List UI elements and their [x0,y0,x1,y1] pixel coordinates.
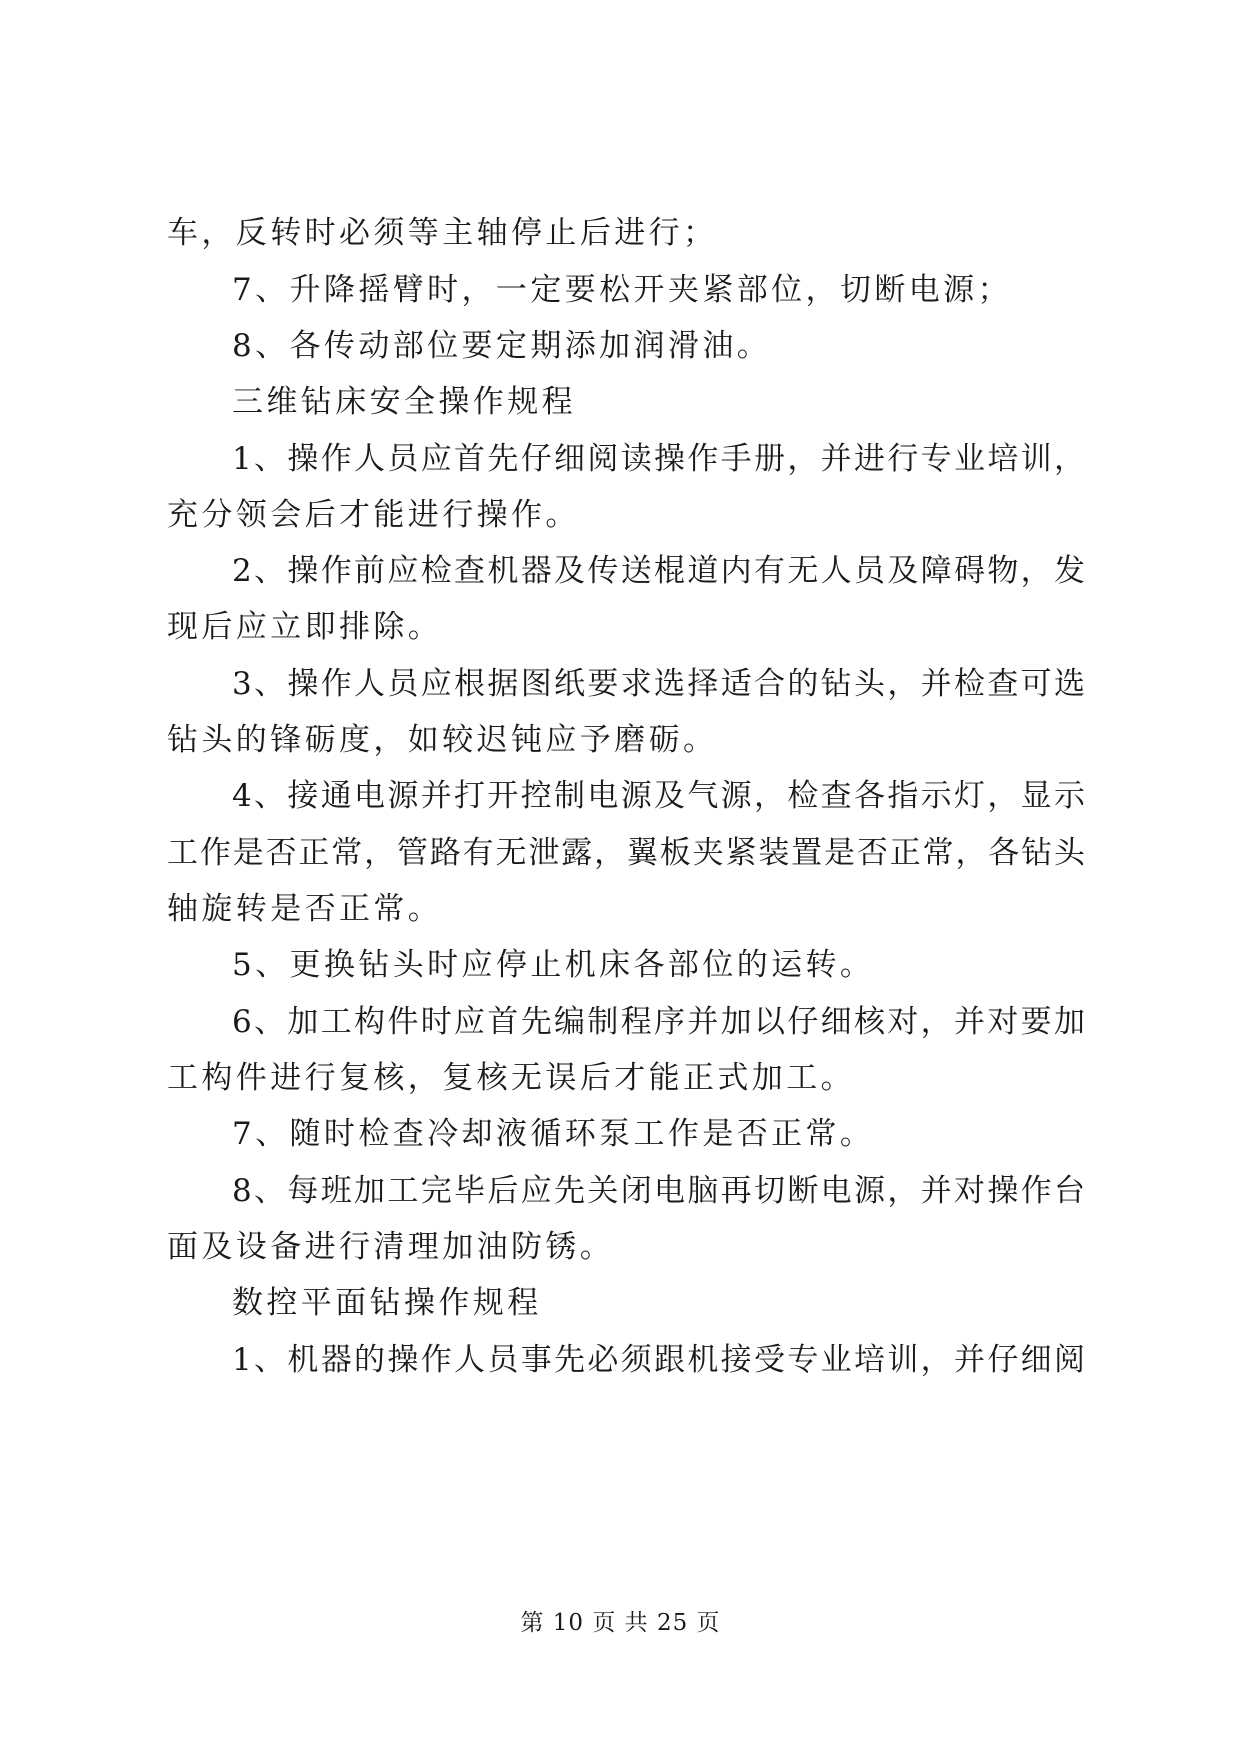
text-line: 3、操作人员应根据图纸要求选择适合的钻头，并检查可选 [232,666,1085,702]
text-line: 钻头的锋砺度，如较迟钝应予磨砺。 [167,722,718,758]
text-line: 面及设备进行清理加油防锈。 [167,1229,615,1265]
text-line: 现后应立即排除。 [167,609,443,645]
text-line: 2、操作前应检查机器及传送棍道内有无人员及障碍物，发 [232,553,1085,589]
section-heading: 数控平面钻操作规程 [232,1285,542,1321]
section-heading: 三维钻床安全操作规程 [232,384,576,420]
text-line: 8、每班加工完毕后应先关闭电脑再切断电源，并对操作台 [232,1173,1085,1209]
text-line: 工作是否正常，管路有无泄露，翼板夹紧装置是否正常，各钻头 [167,835,1085,871]
text-line: 8、各传动部位要定期添加润滑油。 [232,328,772,364]
page-footer: 第 10 页 共 25 页 [520,1610,721,1636]
text-line: 5、更换钻头时应停止机床各部位的运转。 [232,947,875,983]
text-line: 1、机器的操作人员事先必须跟机接受专业培训，并仔细阅 [232,1342,1085,1378]
text-line: 6、加工构件时应首先编制程序并加以仔细核对，并对要加 [232,1004,1085,1040]
text-line: 工构件进行复核，复核无误后才能正式加工。 [167,1060,855,1096]
text-line: 轴旋转是否正常。 [167,891,443,927]
text-line: 车，反转时必须等主轴停止后进行； [167,215,718,251]
text-line: 7、升降摇臂时，一定要松开夹紧部位，切断电源； [232,272,1012,308]
text-line: 充分领会后才能进行操作。 [167,497,580,533]
text-line: 4、接通电源并打开控制电源及气源，检查各指示灯，显示 [232,778,1085,814]
text-line: 1、操作人员应首先仔细阅读操作手册，并进行专业培训， [232,441,1085,477]
text-line: 7、随时检查冷却液循环泵工作是否正常。 [232,1116,875,1152]
